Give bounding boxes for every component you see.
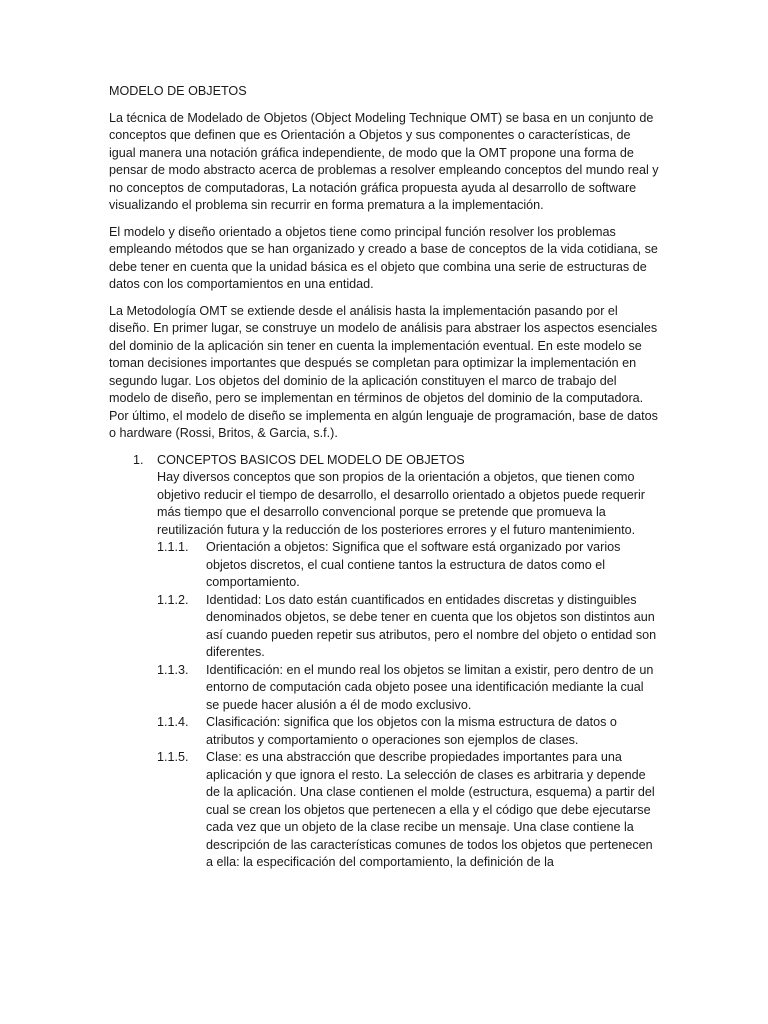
list-item-number: 1.1.5. (157, 750, 189, 764)
list-item (109, 749, 659, 872)
section-number: 1. (133, 452, 144, 467)
section-conceptos-basicos (109, 452, 659, 872)
list-item-text: Identidad: Los dato están cuantificados en entidades discretas y distinguibles denominados objetos, se debe tener en cuenta que los objetos son distintos aun así cuando pueden repetir sus atributos, pero el nombre del objeto o entidad son diferentes. (206, 592, 657, 659)
intro-paragraph-2: El modelo y diseño orientado a objetos tiene como principal función resolver los problemas empleando métodos que se han organizado y creado a base de conceptos de la vida cotidiana, se debe tener en cuenta que la unidad básica es el objeto que combina una serie de estructuras de datos con los comportamientos en una entidad. (109, 224, 658, 291)
list-item-text: Orientación a objetos: Significa que el software está organizado por varios objetos discretos, el cual contiene tantos la estructura de datos como el comportamiento. (206, 540, 621, 589)
list-item (109, 539, 659, 592)
document-content (109, 83, 659, 872)
list-item-text: Identificación: en el mundo real los objetos se limitan a existir, pero dentro de un entorno de computación cada objeto posee una identificación mediante la cual se puede hacer alusión a él de modo exclusivo. (206, 662, 654, 712)
list-item-number: 1.1.4. (157, 715, 189, 729)
list-item-number: 1.1.3. (157, 662, 189, 677)
intro-paragraph-3: La Metodología OMT se extiende desde el análisis hasta la implementación pasando por el diseño. En primer lugar, se construye un modelo de análisis para abstraer los aspectos esenciales del dominio de la aplicación sin tener en cuenta la implementación eventual. En este modelo se toman decisiones importantes que después se completan para optimizar la implementación en segundo lugar. Los objetos del dominio de la aplicación constituyen el marco de trabajo del modelo de diseño, pero se implementan en términos de objetos del dominio de la computadora. Por último, el modelo de diseño se implementa en algún lenguaje de programación, base de datos o hardware (Rossi, Britos, & Garcia, s.f.). (109, 303, 658, 440)
list-item-text: Clasificación: significa que los objetos con la misma estructura de datos o atributos y comportamiento o operaciones son ejemplos de clases. (206, 715, 617, 747)
section-heading-row (109, 452, 659, 470)
section-intro: Hay diversos conceptos que son propios de la orientación a objetos, que tienen como objetivo reducir el tiempo de desarrollo, el desarrollo orientado a objetos puede requerir más tiempo que el desarrollo convencional porque se pretende que promueva la reutilización futura y la reducción de los posteriores errores y el futuro mantenimiento. (157, 470, 645, 537)
intro-paragraph-1: La técnica de Modelado de Objetos (Object Modeling Technique OMT) se basa en un conjunto de conceptos que definen que es Orientación a Objetos y sus componentes o características, de igual manera una notación gráfica independiente, de modo que la OMT propone una forma de pensar de modo abstracto acerca de problemas a resolver empleando conceptos del mundo real y no conceptos de computadoras, La notación gráfica propuesta ayuda al desarrollo de software visualizando el problema sin recurrir en forma prematura a la implementación. (109, 110, 659, 212)
list-item-text: Clase: es una abstracción que describe propiedades importantes para una aplicación y que ignora el resto. La selección de clases es arbitraria y depende de la aplicación. Una clase contienen el molde (estructura, esquema) a partir del cual se crean los objetos que pertenecen a ella y el código que debe ejecutarse cada vez que un objeto de la clase recibe un mensaje. Una clase contiene la descripción de las características comunes de todos los objetos que pertenecen a ella: la especificación del comportamiento, la definición de la (206, 750, 655, 869)
list-item (109, 592, 659, 662)
document-title: MODELO DE OBJETOS (109, 84, 247, 98)
section-heading: CONCEPTOS BASICOS DEL MODELO DE OBJETOS (157, 452, 465, 467)
list-item-number: 1.1.2. (157, 592, 189, 607)
list-item (109, 714, 659, 749)
list-item-number: 1.1.1. (157, 540, 189, 554)
list-item (109, 662, 659, 715)
